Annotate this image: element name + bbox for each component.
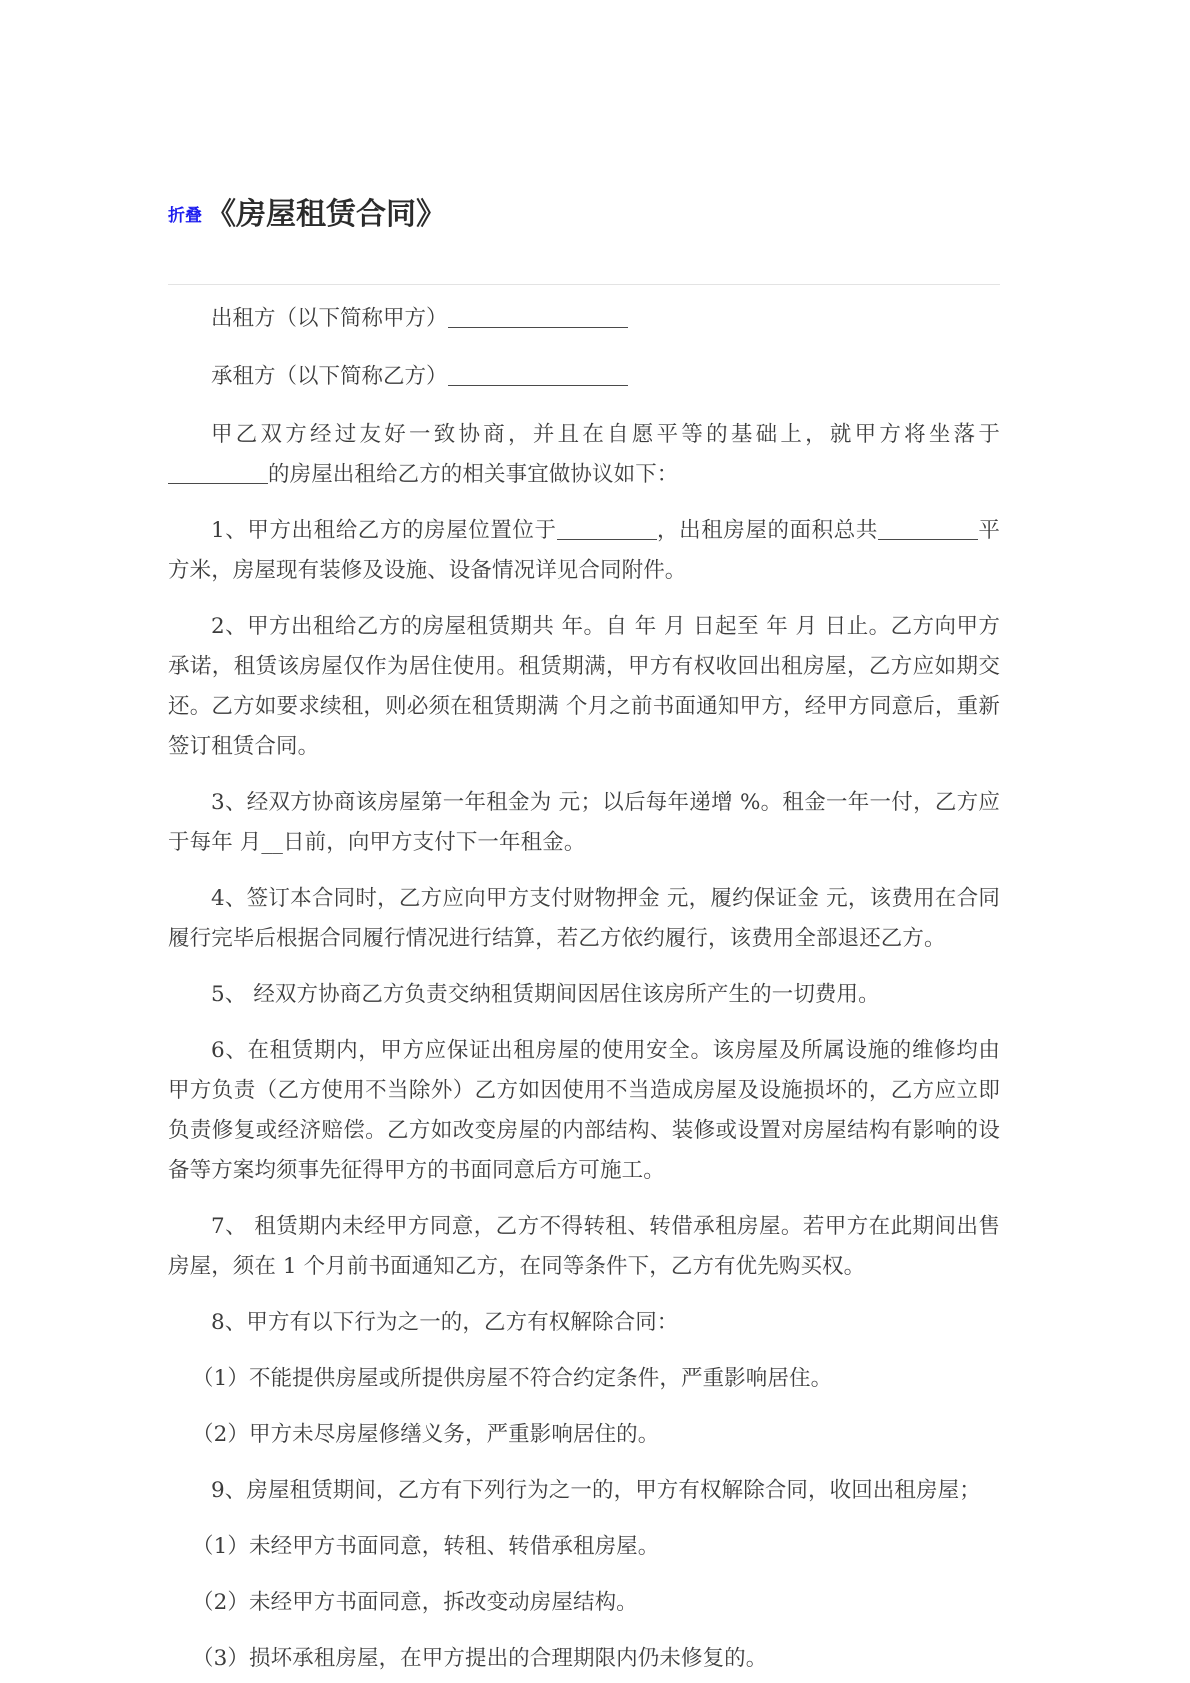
clause-9-number: 9、 bbox=[211, 1477, 247, 1503]
clause-9-sub-1: （1）未经甲方书面同意，转租、转借承租房屋。 bbox=[192, 1533, 660, 1559]
fold-toggle-label[interactable]: 折叠 bbox=[168, 206, 202, 227]
clause-1 bbox=[168, 511, 1000, 591]
clause-1-seg3: 平方米，房屋现有装修及设施、设备情况详见合同附件。 bbox=[168, 517, 1000, 583]
clause-6-text: 在租赁期内，甲方应保证出租房屋的使用安全。该房屋及所属设施的维修均由甲方负责（乙方使用不当除外）乙方如因使用不当造成房屋及设施损坏的，乙方应立即负责修复或经济赔偿。乙方如改变房屋的内部结构、装修或设置对房屋结构有影响的设备等方案均须事先征得甲方的书面同意后方可施工。 bbox=[168, 1037, 1000, 1183]
clause-8-text: 甲方有以下行为之一的，乙方有权解除合同： bbox=[246, 1309, 679, 1335]
clause-9-text: 房屋租赁期间，乙方有下列行为之一的，甲方有权解除合同，收回出租房屋； bbox=[246, 1477, 981, 1503]
clause-1-seg2: ，出租房屋的面积总共 bbox=[656, 517, 878, 543]
preamble-part2: 的房屋出租给乙方的相关事宜做协议如下： bbox=[268, 461, 679, 487]
clause-9 bbox=[168, 1471, 1000, 1511]
clause-3-number: 3、 bbox=[211, 789, 247, 815]
clause-7-text: 租赁期内未经甲方同意，乙方不得转租、转借承租房屋。若甲方在此期间出售房屋，须在 1 个月前书面通知乙方，在同等条件下，乙方有优先购买权。 bbox=[168, 1213, 1000, 1279]
clause-5-number: 5、 bbox=[211, 981, 247, 1007]
clause-1-area-blank[interactable] bbox=[878, 539, 978, 540]
preamble-part1: 甲乙双方经过友好一致协商，并且在自愿平等的基础上，就甲方将坐落于 bbox=[211, 421, 1000, 447]
clause-8-number: 8、 bbox=[211, 1309, 247, 1335]
preamble-paragraph bbox=[168, 415, 1000, 495]
lessor-line bbox=[168, 299, 1000, 339]
clause-2-number: 2、 bbox=[211, 613, 248, 639]
clause-8-sub-2: （2）甲方未尽房屋修缮义务，严重影响居住的。 bbox=[192, 1421, 660, 1447]
page-title: 《房屋租赁合同》 bbox=[206, 197, 446, 233]
clause-8-sub-1: （1）不能提供房屋或所提供房屋不符合约定条件，严重影响居住。 bbox=[192, 1365, 833, 1391]
lessee-blank[interactable] bbox=[448, 385, 628, 386]
clause-9-sub-2: （2）未经甲方书面同意，拆改变动房屋结构。 bbox=[192, 1589, 638, 1615]
preamble-address-blank[interactable] bbox=[168, 483, 268, 484]
clause-1-location-blank[interactable] bbox=[557, 539, 657, 540]
clause-6-number: 6、 bbox=[211, 1037, 248, 1063]
clause-5-text: 经双方协商乙方负责交纳租赁期间因居住该房所产生的一切费用。 bbox=[246, 981, 880, 1007]
lessee-label: 承租方（以下简称乙方） bbox=[211, 363, 448, 389]
document-body bbox=[168, 285, 1000, 1679]
clause-3 bbox=[168, 783, 1000, 863]
clause-4 bbox=[168, 879, 1000, 959]
clause-7 bbox=[168, 1207, 1000, 1287]
clause-5 bbox=[168, 975, 1000, 1015]
lessee-line bbox=[168, 357, 1000, 397]
clause-8 bbox=[168, 1303, 1000, 1343]
lessor-blank[interactable] bbox=[448, 327, 628, 328]
clause-6 bbox=[168, 1031, 1000, 1191]
document-header bbox=[168, 176, 1000, 254]
clause-4-number: 4、 bbox=[211, 885, 247, 911]
clause-7-number: 7、 bbox=[211, 1213, 248, 1239]
clause-4-text: 签订本合同时，乙方应向甲方支付财物押金 元，履约保证金 元，该费用在合同履行完毕后根据合同履行情况进行结算，若乙方依约履行，该费用全部退还乙方。 bbox=[168, 885, 1000, 951]
clause-1-seg1: 甲方出租给乙方的房屋位置位于 bbox=[247, 517, 557, 543]
clause-2-text: 甲方出租给乙方的房屋租赁期共 年。自 年 月 日起至 年 月 日止。乙方向甲方承诺，租赁该房屋仅作为居住使用。租赁期满，甲方有权收回出租房屋，乙方应如期交还。乙方如要求续租，则必须在租赁期满 个月之前书面通知甲方，经甲方同意后，重新签订租赁合同。 bbox=[168, 613, 1000, 759]
clause-9-sub-3: （3）损坏承租房屋，在甲方提出的合理期限内仍未修复的。 bbox=[192, 1645, 768, 1671]
lessor-label: 出租方（以下简称甲方） bbox=[211, 305, 448, 331]
clause-3-text: 经双方协商该房屋第一年租金为 元；以后每年递增 %。租金一年一付，乙方应于每年 月__日前，向甲方支付下一年租金。 bbox=[168, 789, 1000, 855]
clause-2 bbox=[168, 607, 1000, 767]
clause-1-number: 1、 bbox=[211, 517, 248, 543]
